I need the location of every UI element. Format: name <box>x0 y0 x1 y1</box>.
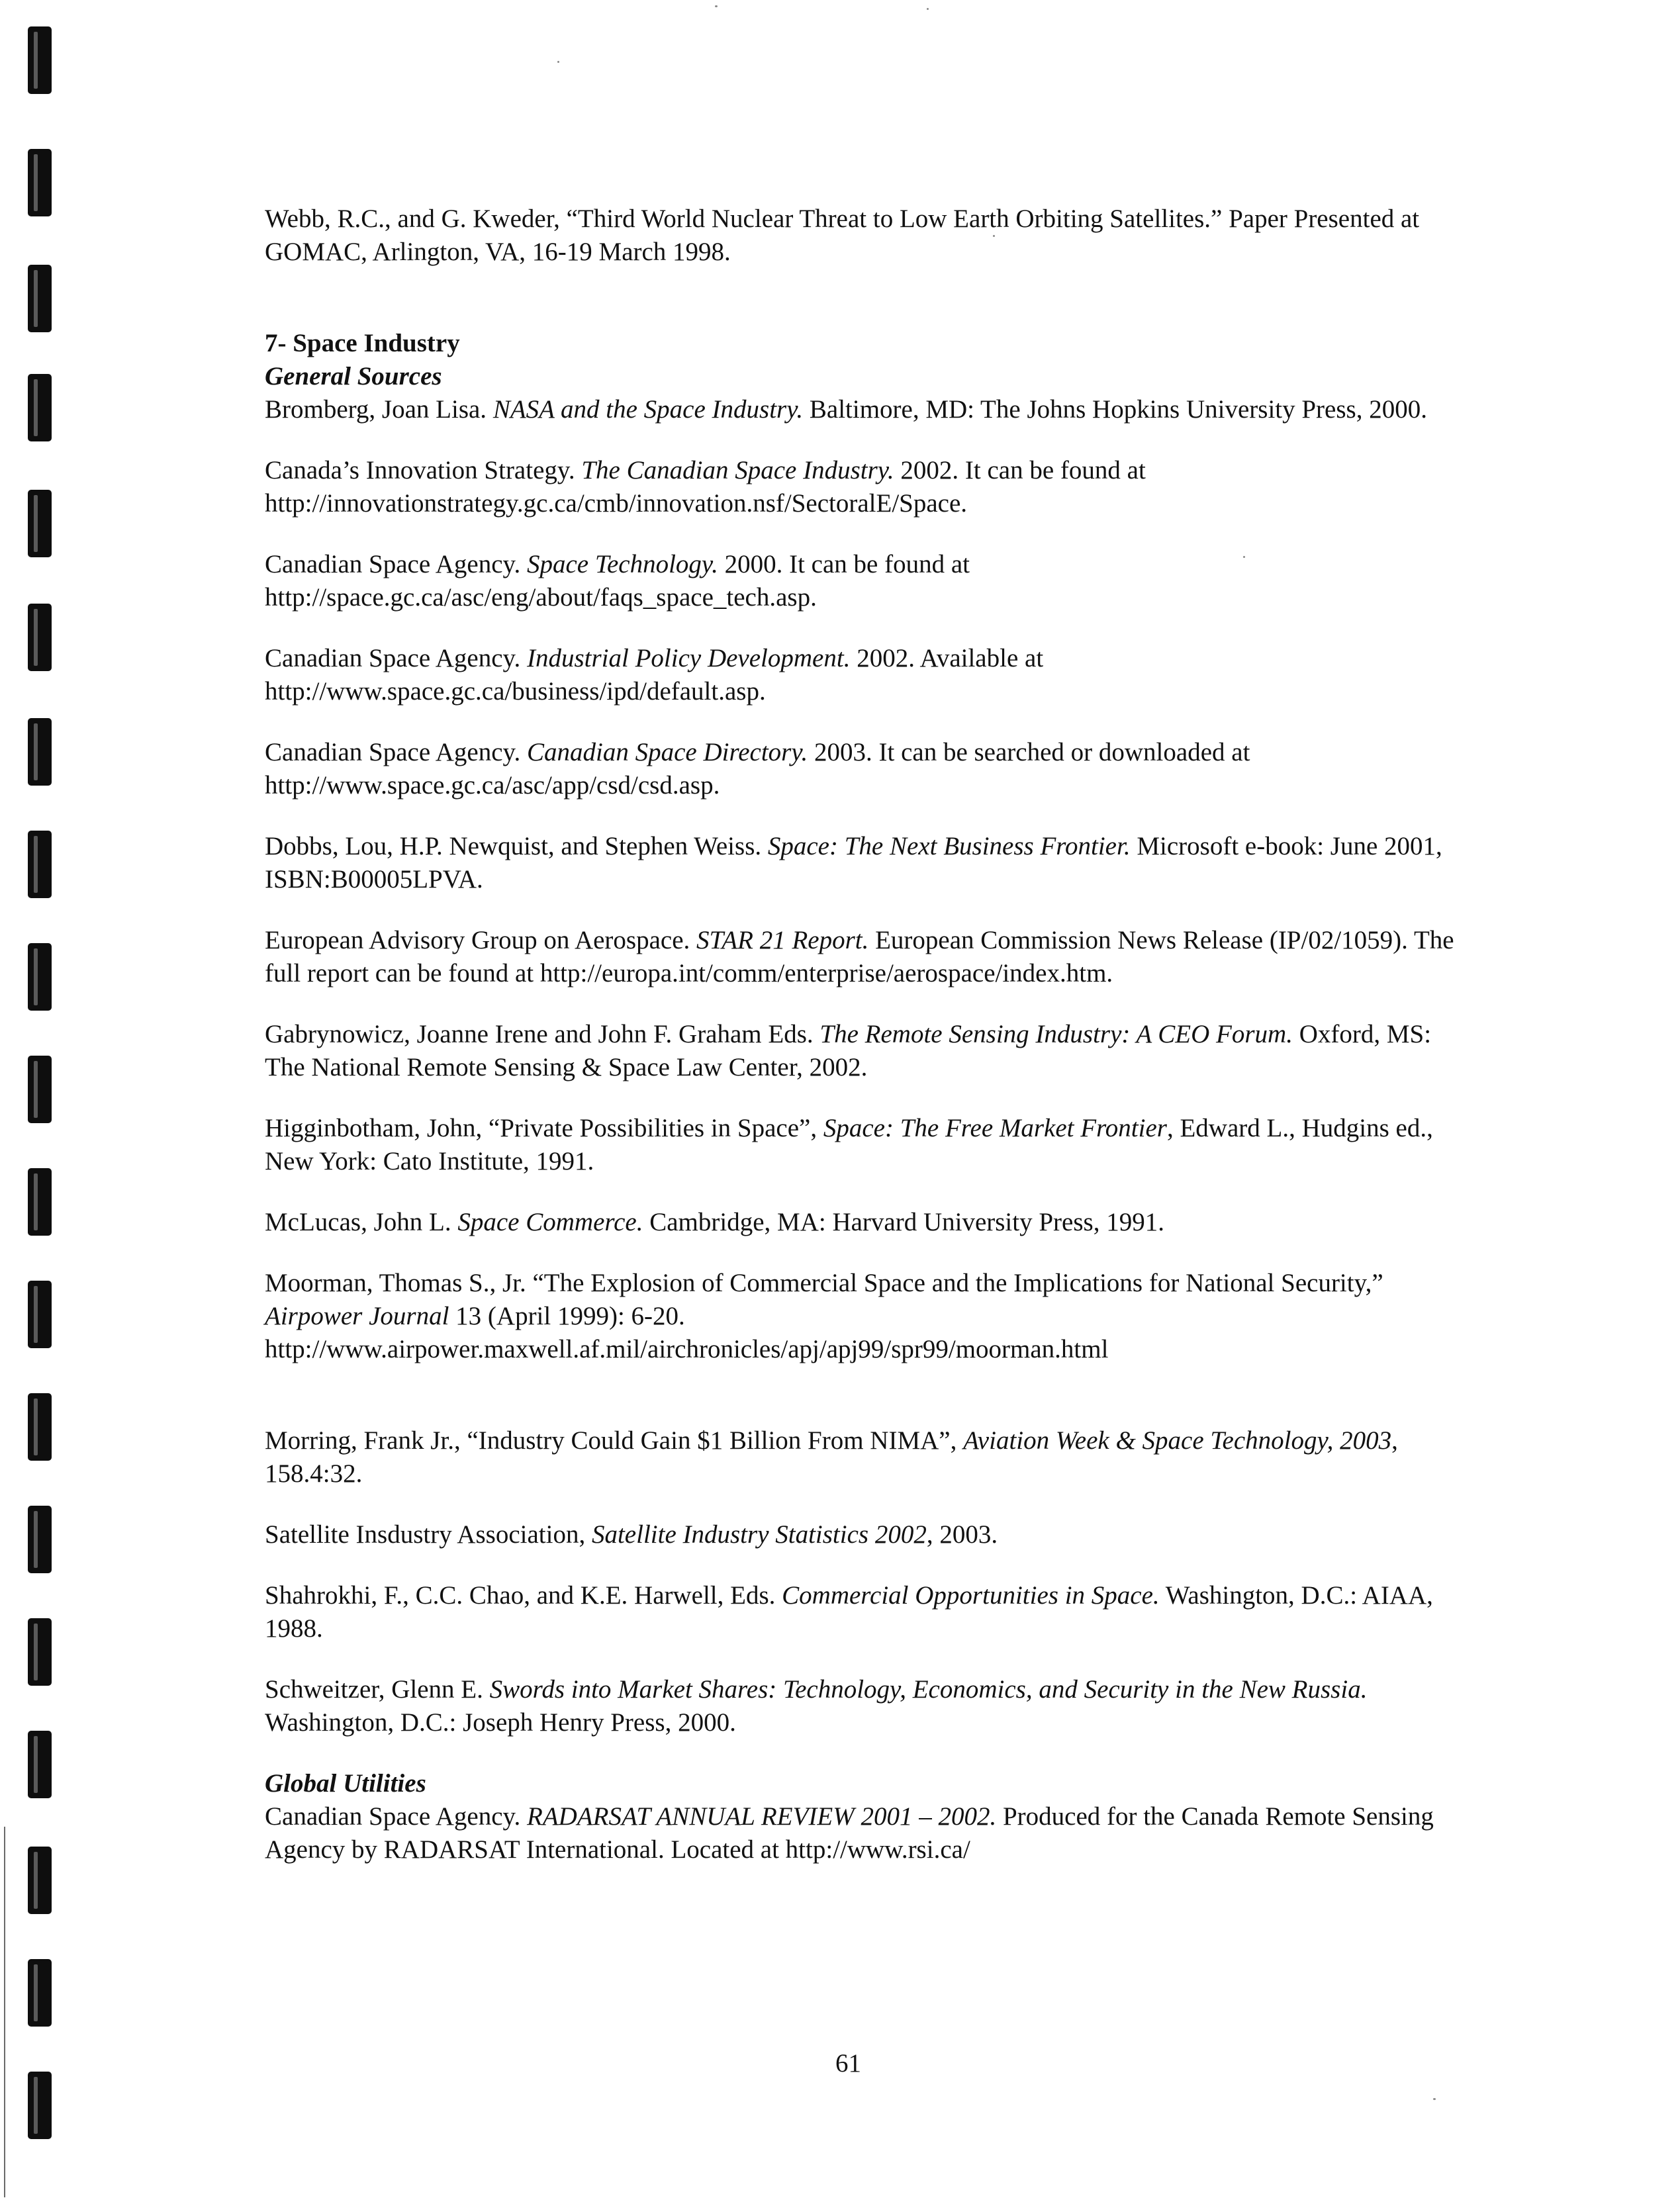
entry-author: Moorman, Thomas S., Jr. “The Explosion of Commercial Space and the Implications for National Security,” <box>265 1269 1383 1297</box>
bibliography-entry <box>265 1018 1476 1084</box>
bibliography-entry <box>265 1424 1476 1490</box>
bibliography-entry <box>265 203 1476 269</box>
scan-speck <box>1433 2098 1436 2100</box>
binding-hole <box>28 1959 52 2027</box>
binding-hole <box>28 1847 52 1914</box>
entry-title: Canadian Space Directory. <box>527 738 808 766</box>
entry-details: Baltimore, MD: The Johns Hopkins University Press, 2000. <box>803 395 1427 424</box>
bibliography-entry <box>265 1518 1476 1551</box>
entry-details: Washington, D.C.: Joseph Henry Press, 2000. <box>265 1708 736 1737</box>
entry-author: Satellite Insdustry Association, <box>265 1520 592 1549</box>
entry-author: Canadian Space Agency. <box>265 550 527 578</box>
bibliography-entry <box>265 1206 1476 1239</box>
bibliography-entry <box>265 642 1476 708</box>
scan-speck <box>557 61 559 63</box>
entry-title: RADARSAT ANNUAL REVIEW 2001 – 2002. <box>527 1802 997 1831</box>
binding-hole <box>28 1281 52 1348</box>
bibliography-entry <box>265 1800 1476 1866</box>
scan-speck <box>715 5 718 7</box>
binding-hole <box>28 1618 52 1686</box>
entry-title: Aviation Week & Space Technology, 2003 <box>963 1426 1392 1455</box>
entry-author: Bromberg, Joan Lisa. <box>265 395 493 424</box>
entry-title: Space: The Next Business Frontier. <box>767 832 1131 860</box>
entry-title: STAR 21 Report. <box>696 926 869 954</box>
entry-title: Commercial Opportunities in Space. <box>782 1581 1160 1610</box>
entry-text: Webb, R.C., and G. Kweder, “Third World Nuclear Threat to Low Earth Orbiting Satellites.” Paper Presented at GOMAC, Arlington, VA, 16-19 March 1998. <box>265 205 1420 266</box>
page-edge-line <box>4 1827 5 2197</box>
entry-author: Canada’s Innovation Strategy. <box>265 456 582 484</box>
scan-speck <box>927 8 929 10</box>
bibliography-entry <box>265 1112 1476 1178</box>
subheading-general-sources: General Sources <box>265 362 442 390</box>
entry-details: 13 (April 1999): 6-20. http://www.airpower.maxwell.af.mil/airchronicles/apj/apj99/spr99/moorman.html <box>265 1302 1109 1363</box>
binding-hole <box>28 943 52 1011</box>
binding-hole <box>28 718 52 786</box>
entry-title: Industrial Policy Development. <box>527 644 851 672</box>
entry-author: Canadian Space Agency. <box>265 1802 527 1831</box>
entry-title: Swords into Market Shares: Technology, Economics, and Security in the New Russia. <box>489 1675 1368 1704</box>
entry-title: NASA and the Space Industry. <box>492 395 804 424</box>
entry-author: McLucas, John L. <box>265 1208 458 1236</box>
binding-hole <box>28 149 52 216</box>
binding-hole <box>28 490 52 557</box>
section-heading: 7- Space Industry <box>265 329 460 357</box>
entry-details: Cambridge, MA: Harvard University Press, 1991. <box>643 1208 1164 1236</box>
entry-details: Oxford, MS: The National Remote Sensing & Space Law Center, 2002. <box>265 1020 1432 1081</box>
entry-author: Canadian Space Agency. <box>265 738 527 766</box>
bibliography-content <box>265 203 1476 1894</box>
entry-details: Microsoft e-book: June 2001, ISBN:B00005LPVA. <box>265 832 1442 893</box>
binding-hole <box>28 1168 52 1236</box>
entry-title: Space Commerce. <box>457 1208 643 1236</box>
entry-title: Space: The Free Market Frontier <box>823 1114 1167 1142</box>
bibliography-entry <box>265 830 1476 896</box>
binding-hole <box>28 26 52 94</box>
binding-hole <box>28 2072 52 2139</box>
entry-details: European Commission News Release (IP/02/1059). The full report can be found at http://europa.int/comm/enterprise/aerospace/index.htm. <box>265 926 1454 987</box>
bibliography-entry <box>265 736 1476 802</box>
entry-author: European Advisory Group on Aerospace. <box>265 926 697 954</box>
entry-details: , 2003. <box>926 1520 998 1549</box>
entry-title: Airpower Journal <box>265 1302 449 1330</box>
entry-title: The Canadian Space Industry. <box>581 456 894 484</box>
entry-details: Washington, D.C.: AIAA, 1988. <box>265 1581 1433 1643</box>
bibliography-entry <box>265 1579 1476 1645</box>
entry-author: Morring, Frank Jr., “Industry Could Gain $1 Billion From NIMA”, <box>265 1426 964 1455</box>
bibliography-entry <box>265 1673 1476 1739</box>
page-number: 61 <box>835 2049 861 2078</box>
binding-hole <box>28 604 52 671</box>
entry-author: Dobbs, Lou, H.P. Newquist, and Stephen Weiss. <box>265 832 768 860</box>
bibliography-entry <box>265 393 1476 426</box>
entry-author: Schweitzer, Glenn E. <box>265 1675 490 1704</box>
subheading-global-utilities: Global Utilities <box>265 1769 426 1798</box>
binding-hole <box>28 1506 52 1573</box>
entry-details: 2003. It can be searched or downloaded at http://www.space.gc.ca/asc/app/csd/csd.asp. <box>265 738 1250 800</box>
binding-hole <box>28 265 52 332</box>
entry-author: Canadian Space Agency. <box>265 644 527 672</box>
entry-details: 2002. Available at http://www.space.gc.ca/business/ipd/default.asp. <box>265 644 1044 706</box>
binding-hole <box>28 374 52 441</box>
binding-hole <box>28 1731 52 1798</box>
entry-author: Higginbotham, John, “Private Possibilities in Space”, <box>265 1114 823 1142</box>
bibliography-entry <box>265 548 1476 614</box>
entry-details: 2000. It can be found at http://space.gc.ca/asc/eng/about/faqs_space_tech.asp. <box>265 550 970 612</box>
entry-title: Satellite Industry Statistics 2002 <box>591 1520 927 1549</box>
bibliography-entry <box>265 454 1476 520</box>
binding-hole <box>28 831 52 898</box>
bibliography-entry <box>265 1267 1476 1366</box>
entry-details: 2002. It can be found at http://innovationstrategy.gc.ca/cmb/innovation.nsf/SectoralE/Space. <box>265 456 1146 518</box>
binding-hole <box>28 1393 52 1461</box>
binding-hole <box>28 1056 52 1123</box>
entry-title: Space Technology. <box>527 550 718 578</box>
entry-details: , 158.4:32. <box>265 1426 1398 1488</box>
entry-author: Gabrynowicz, Joanne Irene and John F. Graham Eds. <box>265 1020 820 1048</box>
entry-details: , Edward L., Hudgins ed., New York: Cato Institute, 1991. <box>265 1114 1433 1175</box>
entry-title: The Remote Sensing Industry: A CEO Forum. <box>819 1020 1293 1048</box>
bibliography-entry <box>265 924 1476 990</box>
entry-author: Shahrokhi, F., C.C. Chao, and K.E. Harwell, Eds. <box>265 1581 782 1610</box>
entry-details: Produced for the Canada Remote Sensing Agency by RADARSAT International. Located at http://www.rsi.ca/ <box>265 1802 1434 1864</box>
